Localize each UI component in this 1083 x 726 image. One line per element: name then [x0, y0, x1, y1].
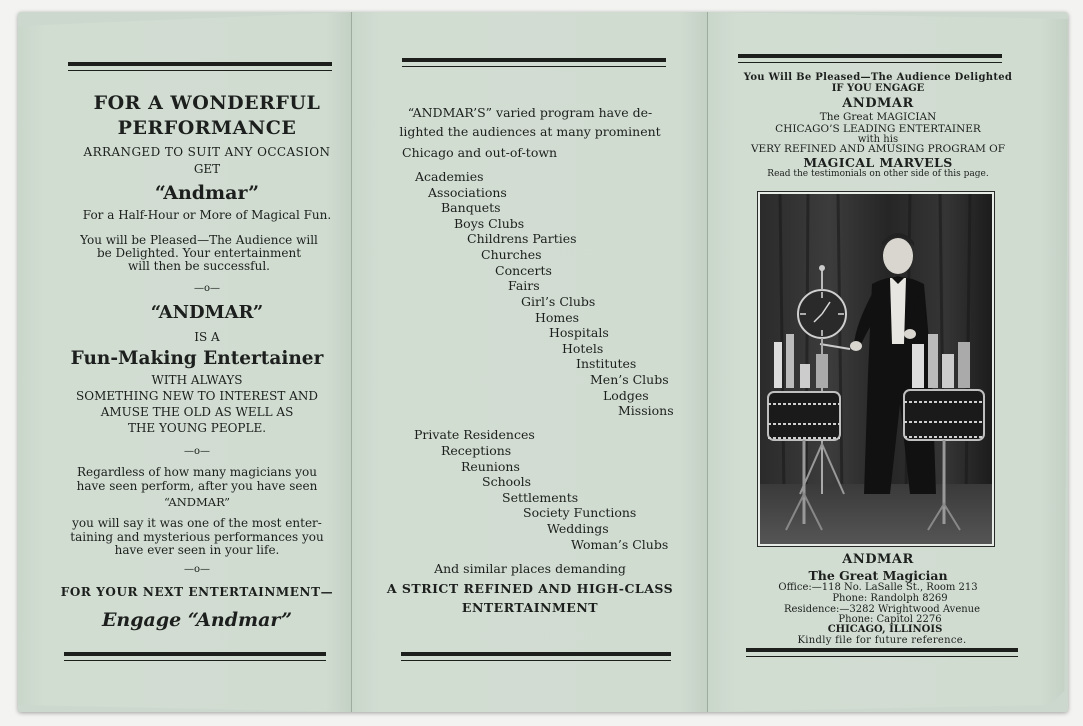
half-hour-text: For a Half-Hour or More of Magical Fun. — [82, 208, 332, 222]
office-phone: Phone: Randolph 8269 — [832, 593, 948, 604]
residence-phone: Phone: Capitol 2276 — [838, 614, 942, 625]
pleased-line1: You will be Pleased—The Audience will — [80, 233, 318, 247]
magician-photo-illustration — [760, 194, 992, 544]
venue-girls-clubs: Girl’s Clubs — [521, 294, 596, 309]
intro-line2: lighted the audiences at many prominent — [399, 124, 661, 139]
venue-childrens-parties: Childrens Parties — [467, 231, 577, 246]
venue-banquets: Banquets — [441, 200, 501, 215]
andmar-quoted: “Andmar” — [154, 182, 260, 204]
regardless-line2: have seen perform, after you have seen — [76, 479, 318, 493]
venue-womans-clubs: Woman’s Clubs — [571, 537, 669, 552]
say-line1: you will say it was one of the most enter- — [72, 516, 322, 530]
venue-associations: Associations — [428, 185, 507, 200]
city-text: CHICAGO, ILLINOIS — [827, 624, 943, 635]
pleased-delighted-text: You Will Be Pleased—The Audience Delighted — [743, 72, 1013, 83]
venue-concerts: Concerts — [495, 263, 552, 278]
with-always-text: WITH ALWAYS — [151, 373, 243, 387]
if-you-engage-text: IF YOU ENGAGE — [831, 83, 925, 94]
get-text: GET — [193, 162, 221, 176]
say-line2: taining and mysterious performances you — [70, 530, 324, 544]
with-his-text: with his — [857, 134, 899, 145]
young-people-text: THE YOUNG PEOPLE. — [127, 421, 267, 435]
regardless-name: “ANDMAR” — [164, 495, 230, 509]
separator-3: —o— — [183, 564, 211, 575]
venue-hotels: Hotels — [562, 341, 604, 356]
next-entertainment-text: FOR YOUR NEXT ENTERTAINMENT— — [60, 585, 334, 599]
amuse-text: AMUSE THE OLD AS WELL AS — [100, 405, 294, 419]
residence-address: Residence:—3282 Wrightwood Avenue — [783, 604, 981, 615]
arranged-text: ARRANGED TO SUIT ANY OCCASION — [83, 145, 331, 159]
venue-receptions: Receptions — [441, 443, 512, 458]
bottom-rule-left — [64, 652, 326, 661]
venue-institutes: Institutes — [576, 356, 637, 371]
venue-society-functions: Society Functions — [523, 505, 637, 520]
strict-refined-text: A STRICT REFINED AND HIGH-CLASS — [386, 581, 674, 596]
kindly-file-text: Kindly file for future reference. — [797, 635, 967, 646]
regardless-line1: Regardless of how many magicians you — [76, 465, 318, 479]
separator-2: —o— — [183, 446, 211, 457]
is-a-text: IS A — [194, 330, 220, 344]
intro-line1: “ANDMAR’S” varied program have de- — [407, 105, 653, 120]
venue-weddings: Weddings — [547, 521, 609, 536]
venue-academies: Academies — [415, 169, 484, 184]
great-magician-caption: The Great MAGICIAN — [819, 111, 937, 123]
venue-reunions: Reunions — [461, 459, 520, 474]
entertainment-text: ENTERTAINMENT — [461, 600, 599, 615]
venue-lodges: Lodges — [603, 388, 649, 403]
footer-andmar: ANDMAR — [842, 552, 914, 567]
say-line3: have ever seen in your life. — [114, 543, 280, 557]
andmar-title: ANDMAR — [842, 96, 914, 111]
pleased-line3: will then be successful. — [128, 259, 270, 273]
magician-photo — [758, 192, 994, 546]
intro-line3: Chicago and out-of-town — [402, 145, 558, 160]
separator-1: —o— — [193, 283, 221, 294]
magical-marvels-text: MAGICAL MARVELS — [803, 155, 953, 170]
heading-line2: PERFORMANCE — [117, 117, 297, 139]
venue-boys-clubs: Boys Clubs — [454, 216, 525, 231]
engage-andmar-text: Engage “Andmar” — [101, 609, 293, 631]
footer-great-magician: The Great Magician — [808, 568, 948, 583]
refined-program-text: VERY REFINED AND AMUSING PROGRAM OF — [750, 143, 1006, 155]
pleased-line2: be Delighted. Your entertainment — [96, 246, 302, 260]
venue-homes: Homes — [535, 310, 580, 325]
bottom-rule-right — [746, 648, 1018, 657]
heading-line1: FOR A WONDERFUL — [93, 92, 321, 114]
venue-private-residences: Private Residences — [414, 427, 535, 442]
venue-settlements: Settlements — [502, 490, 579, 505]
top-rule-right — [738, 54, 1002, 63]
venue-missions: Missions — [618, 403, 674, 418]
something-new-text: SOMETHING NEW TO INTEREST AND — [76, 389, 318, 403]
testimonials-text: Read the testimonials on other side of this page. — [767, 169, 989, 179]
andmar-caps: “ANDMAR” — [150, 302, 264, 323]
leading-entertainer-text: CHICAGO’S LEADING ENTERTAINER — [775, 123, 981, 135]
venue-mens-clubs: Men’s Clubs — [590, 372, 669, 387]
venue-fairs: Fairs — [508, 278, 540, 293]
top-rule-left — [68, 62, 332, 71]
bottom-rule-middle — [401, 652, 671, 661]
similar-places-text: And similar places demanding — [434, 561, 626, 576]
venue-schools: Schools — [482, 474, 532, 489]
top-rule-middle — [402, 58, 666, 67]
venue-hospitals: Hospitals — [549, 325, 609, 340]
fun-making-text: Fun-Making Entertainer — [70, 348, 324, 369]
venue-churches: Churches — [481, 247, 542, 262]
office-address: Office:—118 No. LaSalle St., Room 213 — [778, 582, 978, 593]
